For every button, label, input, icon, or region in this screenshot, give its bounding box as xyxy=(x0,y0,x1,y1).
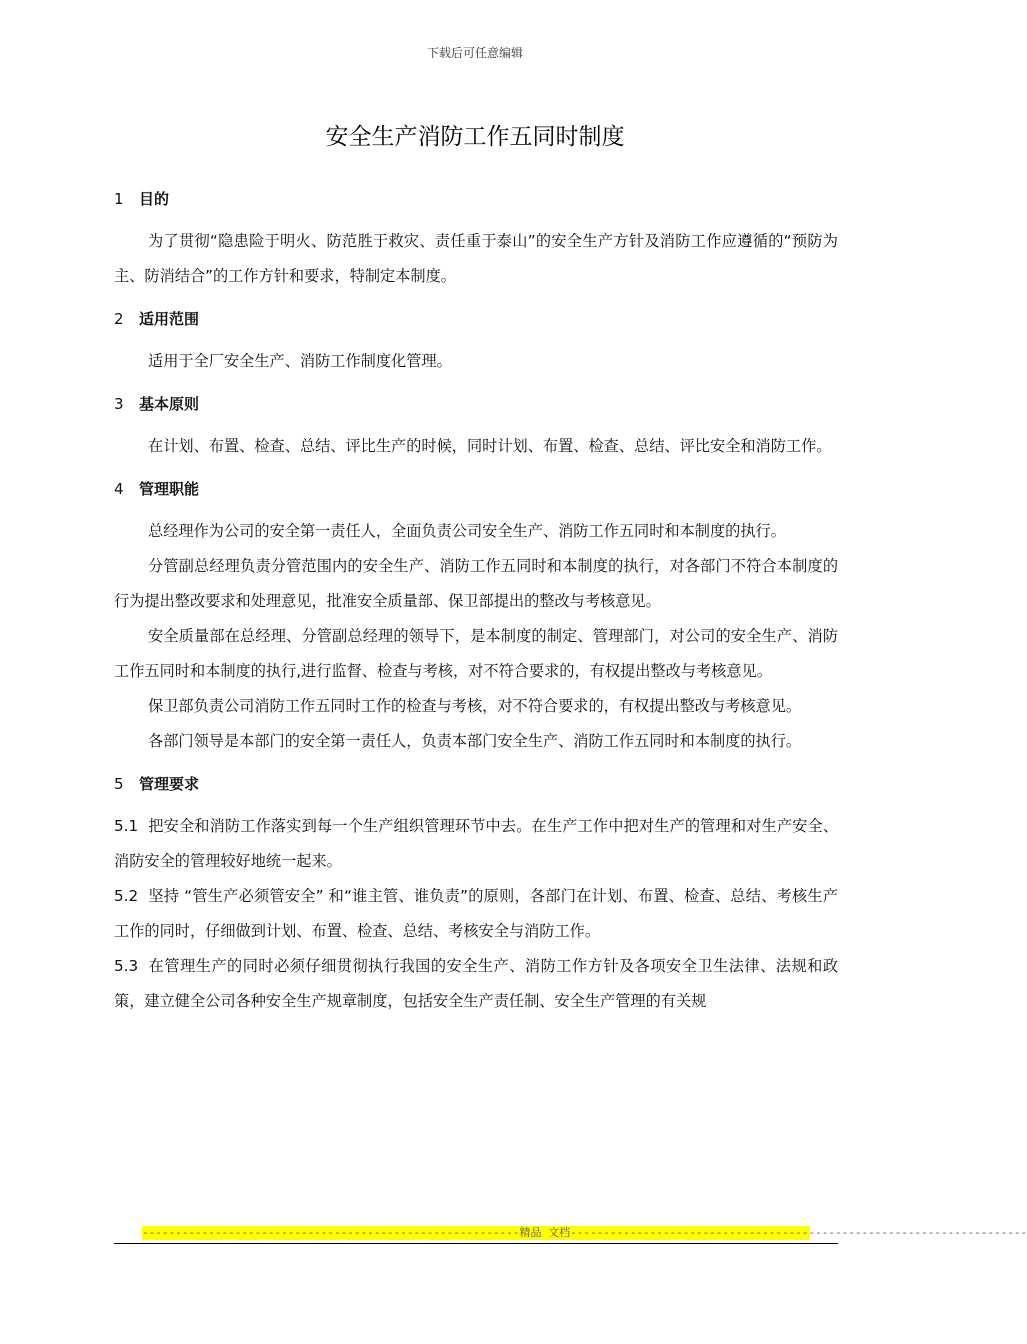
requirement-number: 5.2 xyxy=(114,887,139,905)
section-1-title: 目的 xyxy=(139,190,170,208)
page-footer xyxy=(114,1226,1027,1244)
requirement-text: 把安全和消防工作落实到每一个生产组织管理环节中去。在生产工作中把对生产的管理和对生产安全、消防安全的管理较好地统一起来。 xyxy=(114,817,838,870)
requirement-text: 在管理生产的同时必须仔细贯彻执行我国的安全生产、消防工作方针及各项安全卫生法律、法规和政策，建立健全公司各种安全生产规章制度，包括安全生产责任制、安全生产管理的有关规 xyxy=(114,957,838,1010)
section-4-number: 4 xyxy=(114,480,124,498)
section-2-number: 2 xyxy=(114,310,124,328)
section-4-title: 管理职能 xyxy=(139,480,200,498)
section-2-title: 适用范围 xyxy=(139,310,200,328)
requirement-number: 5.3 xyxy=(114,957,139,975)
footer-divider xyxy=(114,1243,838,1244)
requirement-number: 5.1 xyxy=(114,817,139,835)
section-4-paragraph: 安全质量部在总经理、分管副总经理的领导下，是本制度的制定、管理部门，对公司的安全生产、消防工作五同时和本制度的执行,进行监督、检查与考核，对不符合要求的，有权提出整改与考核意见。 xyxy=(114,627,838,680)
footer-watermark-band: ---------------------------------------------------------精品 文档--------------------------------------------------------------------- xyxy=(142,1226,1027,1239)
document-body xyxy=(114,184,838,1019)
section-5-heading xyxy=(114,769,838,799)
header-note: 下载后可任意编辑 xyxy=(426,46,523,60)
section-3-number: 3 xyxy=(114,395,124,413)
section-5-number: 5 xyxy=(114,775,124,793)
requirement-item xyxy=(114,879,838,949)
section-4-paragraph: 总经理作为公司的安全第一责任人，全面负责公司安全生产、消防工作五同时和本制度的执行。 xyxy=(148,522,786,540)
section-3-paragraph: 在计划、布置、检查、总结、评比生产的时候，同时计划、布置、检查、总结、评比安全和消防工作。 xyxy=(148,437,832,455)
requirement-item xyxy=(114,809,838,879)
section-2-heading xyxy=(114,304,838,334)
requirement-text: 坚持 “管生产必须管安全” 和“谁主管、谁负责”的原则，各部门在计划、布置、检查、总结、考核生产工作的同时，仔细做到计划、布置、检查、总结、考核安全与消防工作。 xyxy=(114,887,838,940)
section-3-title: 基本原则 xyxy=(139,395,200,413)
section-4-paragraph: 保卫部负责公司消防工作五同时工作的检查与考核，对不符合要求的，有权提出整改与考核意见。 xyxy=(148,697,802,715)
section-4-paragraph: 分管副总经理负责分管范围内的安全生产、消防工作五同时和本制度的执行，对各部门不符合本制度的行为提出整改要求和处理意见，批准安全质量部、保卫部提出的整改与考核意见。 xyxy=(114,557,838,610)
section-3-heading xyxy=(114,389,838,419)
section-4-paragraph: 各部门领导是本部门的安全第一责任人，负责本部门安全生产、消防工作五同时和本制度的执行。 xyxy=(148,732,802,750)
section-5-title: 管理要求 xyxy=(139,775,200,793)
document-title: 安全生产消防工作五同时制度 xyxy=(325,124,625,150)
requirement-item xyxy=(114,949,838,1019)
section-1-paragraph: 为了贯彻“隐患险于明火、防范胜于救灾、责任重于泰山”的安全生产方针及消防工作应遵循的“预防为主、防消结合”的工作方针和要求，特制定本制度。 xyxy=(114,232,838,285)
section-1-heading xyxy=(114,184,838,214)
section-2-paragraph: 适用于全厂安全生产、消防工作制度化管理。 xyxy=(148,352,452,370)
section-1-number: 1 xyxy=(114,190,124,208)
section-4-heading xyxy=(114,474,838,504)
